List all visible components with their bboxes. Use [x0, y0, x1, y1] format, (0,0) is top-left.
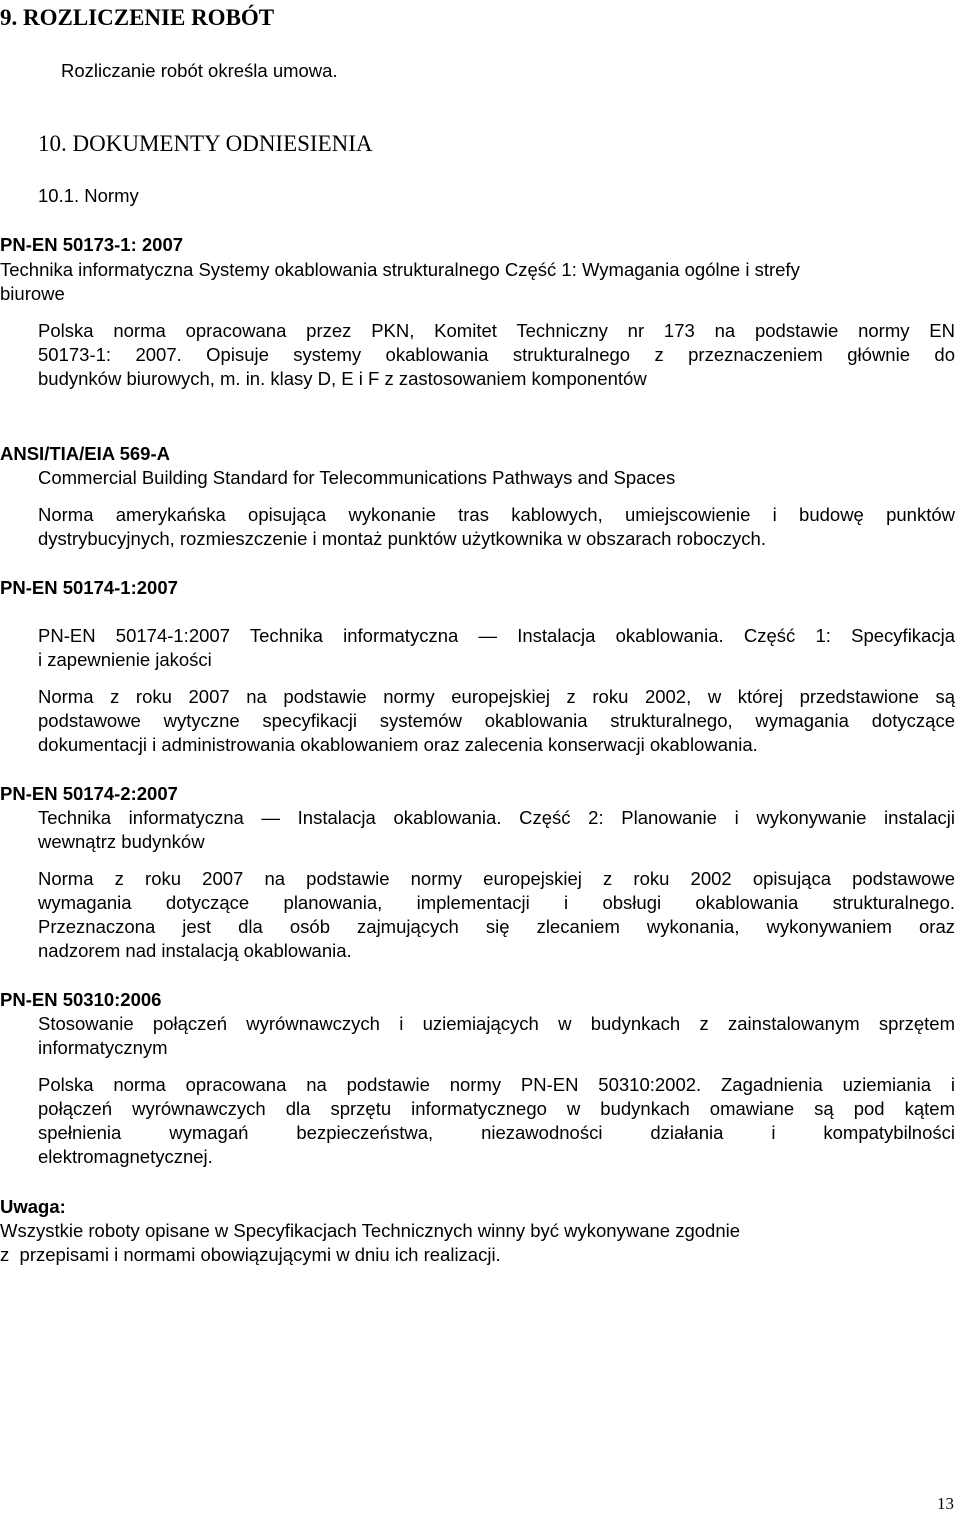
norm-desc-line: dokumentacji i administrowania okablowaniem oraz zalecenia konserwacji okablowania. [38, 734, 758, 755]
norm-title-line: i zapewnienie jakości [38, 649, 212, 670]
norm-description [38, 685, 955, 757]
note-line: z przepisami i normami obowiązującymi w dniu ich realizacji. [0, 1244, 501, 1265]
norm-desc-line: Polska norma opracowana na podstawie normy PN-EN 50310:2002. Zagadnienia uziemiania i [38, 1074, 955, 1095]
norm-desc-line: nadzorem nad instalacją okablowania. [38, 940, 352, 961]
section-9-text: Rozliczanie robót określa umowa. [61, 60, 338, 81]
norm-desc-line: Norma amerykańska opisująca wykonanie tras kablowych, umiejscowienie i budowę punktów [38, 504, 955, 525]
norm-code: PN-EN 50174-2:2007 [0, 783, 178, 804]
norm-desc-line: połączeń wyrównawczych dla sprzętu informatycznego w budynkach omawiane są pod kątem [38, 1098, 955, 1119]
section-10-heading: 10. DOKUMENTY ODNIESIENIA [38, 131, 373, 156]
norm-code: PN-EN 50174-1:2007 [0, 577, 178, 598]
norm-title [38, 624, 955, 672]
norm-code: PN-EN 50173-1: 2007 [0, 234, 184, 255]
norm-desc-line: elektromagnetycznej. [38, 1146, 213, 1167]
norm-title-line: biurowe [0, 283, 65, 304]
norm-desc-line: Przeznaczona jest dla osób zajmujących się zlecaniem wykonania, wykonywaniem oraz [38, 916, 955, 937]
norm-desc-line: budynków biurowych, m. in. klasy D, E i F z zastosowaniem komponentów [38, 368, 647, 389]
norm-desc-line: dystrybucyjnych, rozmieszczenie i montaż punktów użytkownika w obszarach roboczych. [38, 528, 766, 549]
norm-description [38, 1073, 955, 1169]
norm-title-line: Technika informatyczna — Instalacja okablowania. Część 2: Planowanie i wykonywanie instalacji [38, 807, 955, 828]
norm-code: PN-EN 50310:2006 [0, 989, 162, 1010]
norm-title [38, 1012, 955, 1060]
norm-code: ANSI/TIA/EIA 569-A [0, 443, 170, 464]
norm-title-line: informatycznym [38, 1037, 168, 1058]
norm-desc-line: Polska norma opracowana przez PKN, Komitet Techniczny nr 173 na podstawie normy EN [38, 320, 955, 341]
norm-desc-line: spełnienia wymagań bezpieczeństwa, niezawodności działania i kompatybilności [38, 1122, 955, 1143]
norm-desc-line: 50173-1: 2007. Opisuje systemy okablowania strukturalnego z przeznaczeniem głównie do [38, 344, 955, 365]
norm-desc-line: Norma z roku 2007 na podstawie normy europejskiej z roku 2002, w której przedstawione są [38, 686, 955, 707]
section-9-heading: 9. ROZLICZENIE ROBÓT [0, 5, 275, 30]
norm-desc-line: wymagania dotyczące planowania, implementacji i obsługi okablowania strukturalnego. [38, 892, 955, 913]
norm-title-line: Technika informatyczna Systemy okablowania strukturalnego Część 1: Wymagania ogólne i strefy [0, 259, 800, 280]
norm-desc-line: podstawowe wytyczne specyfikacji systemów okablowania strukturalnego, wymagania dotyczące [38, 710, 955, 731]
norm-title-line: Stosowanie połączeń wyrównawczych i uziemiających w budynkach z zainstalowanym sprzętem [38, 1013, 955, 1034]
norm-desc-line: Norma z roku 2007 na podstawie normy europejskiej z roku 2002 opisująca podstawowe [38, 868, 955, 889]
section-10-1-heading: 10.1. Normy [38, 185, 139, 206]
norm-title-line: Commercial Building Standard for Telecommunications Pathways and Spaces [38, 467, 676, 488]
norm-description [38, 503, 955, 551]
norm-title [38, 806, 955, 854]
page-number: 13 [937, 1494, 954, 1513]
norm-description [38, 319, 955, 391]
note-line: Wszystkie roboty opisane w Specyfikacjach Technicznych winny być wykonywane zgodnie [0, 1220, 741, 1241]
norm-title-line: PN-EN 50174-1:2007 Technika informatyczna — Instalacja okablowania. Część 1: Specyfikacja [38, 625, 955, 646]
norm-description [38, 867, 955, 963]
note-label: Uwaga: [0, 1196, 66, 1217]
norm-title-line: wewnątrz budynków [38, 831, 205, 852]
